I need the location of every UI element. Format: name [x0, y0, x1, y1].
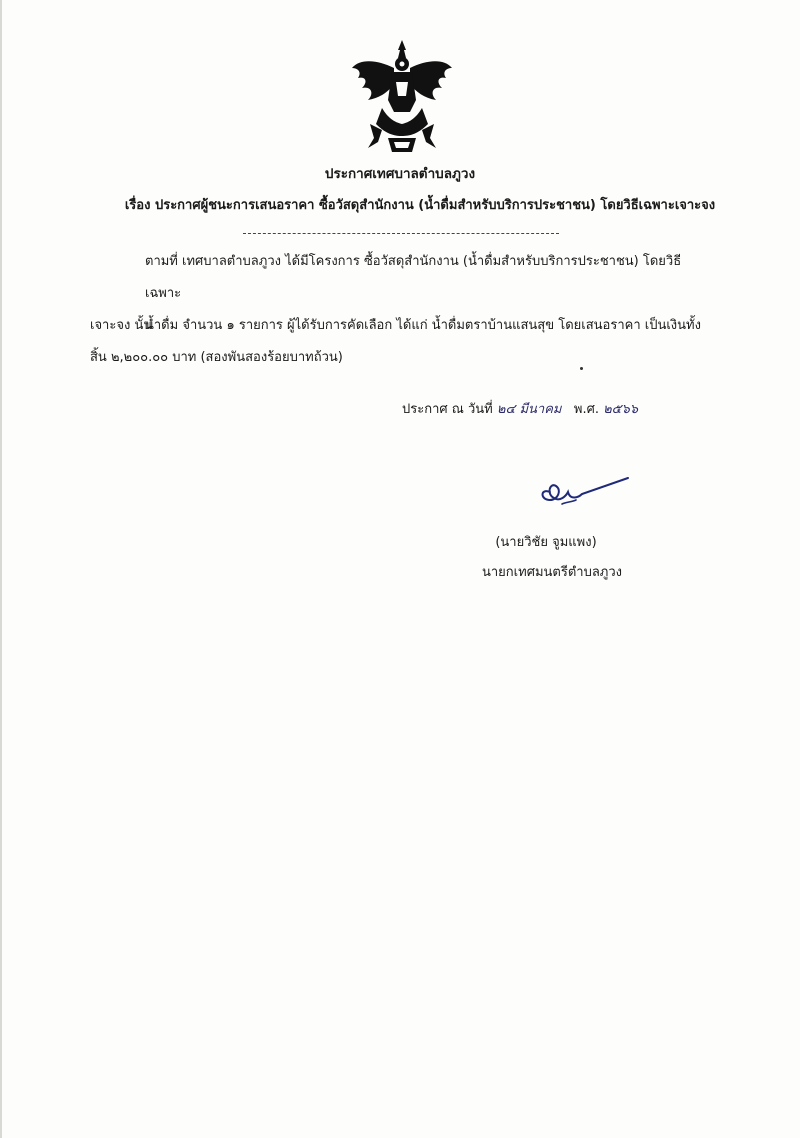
paragraph-line: สิ้น ๒,๒๐๐.๐๐ บาท (สองพันสองร้อยบาทถ้วน)	[90, 350, 343, 365]
separator-line	[243, 233, 559, 234]
scan-speck	[580, 367, 583, 370]
date-prefix: ประกาศ ณ วันที่	[402, 402, 493, 417]
signer-position: นายกเทศมนตรีตำบลภูวง	[482, 565, 622, 580]
announcement-subject: เรื่อง ประกาศผู้ชนะการเสนอราคา ซื้อวัสดุสำนักงาน (น้ำดื่มสำหรับบริการประชาชน) โดยวิธีเฉพาะเจาะจง	[124, 198, 716, 213]
signer-name: (นายวิชัย จูมแพง)	[495, 535, 597, 550]
paragraph-line: น้ำดื่ม จำนวน ๑ รายการ ผู้ได้รับการคัดเลือก ได้แก่ น้ำดื่มตราบ้านแสนสุข โดยเสนอราคา เป็นเงินทั้ง	[145, 318, 701, 333]
paragraph-line: เจาะจง นั้น	[90, 318, 153, 333]
signature-mark	[536, 474, 632, 512]
garuda-emblem-icon	[348, 38, 456, 156]
date-day: ๒๔	[496, 402, 516, 417]
paragraph-line: ตามที่ เทศบาลตำบลภูวง ได้มีโครงการ ซื้อวัสดุสำนักงาน (น้ำดื่มสำหรับบริการประชาชน) โดยวิธีเฉพาะ	[145, 254, 682, 301]
date-month: มีนาคม	[519, 402, 562, 417]
announcement-title: ประกาศเทศบาลตำบลภูวง	[324, 166, 476, 182]
paragraph-winner	[90, 310, 710, 374]
announcement-date	[402, 398, 638, 419]
date-year: ๒๕๖๖	[603, 402, 639, 417]
date-year-label: พ.ศ.	[573, 402, 599, 417]
